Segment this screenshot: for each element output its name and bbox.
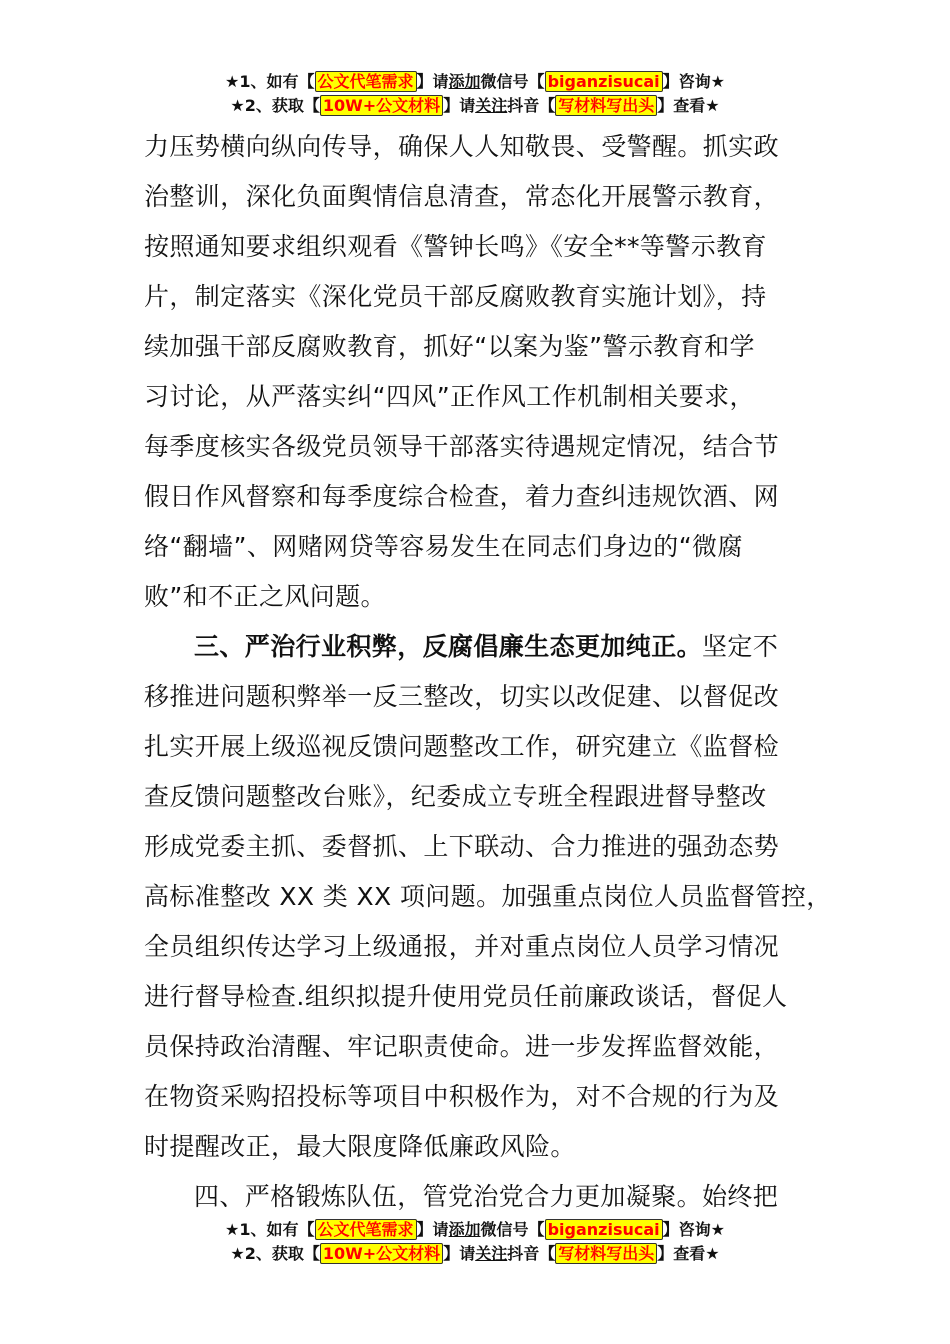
body-line: 力压势横向纵向传导，确保人人知敬畏、受警醒。抓实政	[144, 132, 780, 161]
header-banner-line-2: ★2、获取【 10W+公文材料 】请关注抖音【 写材料写出头 】查看★	[230, 96, 720, 115]
body-line: 移推进问题积弊举一反三整改，切实以改促建、以督促改	[144, 682, 780, 711]
body-line: 假日作风督察和每季度综合检查，着力查纠违规饮酒、网	[144, 482, 780, 511]
footer-banner	[0, 1218, 950, 1266]
footer-banner-line-1: ★1、如有【 公文代笔需求 】请添加微信号【 biganzisucai 】咨询★	[225, 1220, 725, 1239]
document-body	[144, 122, 832, 1222]
highlight-douyin: 写材料写出头	[555, 1243, 657, 1264]
header-banner	[0, 70, 950, 118]
highlight-service: 公文代笔需求	[315, 1219, 417, 1240]
body-line: 进行督导检查.组织拟提升使用党员任前廉政谈话，督促人	[144, 982, 788, 1011]
body-line: 续加强干部反腐败教育，抓好“以案为鉴”警示教育和学	[144, 332, 755, 361]
highlight-wechat-id: biganzisucai	[545, 1219, 663, 1240]
body-line: 高标准整改 XX 类 XX 项问题。加强重点岗位人员监督管控，	[144, 882, 832, 911]
body-line: 在物资采购招投标等项目中积极作为，对不合规的行为及	[144, 1082, 780, 1111]
body-line: 片，制定落实《深化党员干部反腐败教育实施计划》，持	[144, 282, 767, 311]
body-line: 形成党委主抓、委督抓、上下联动、合力推进的强劲态势	[144, 832, 780, 861]
body-line: 员保持政治清醒、牢记职责使命。进一步发挥监督效能，	[144, 1032, 780, 1061]
highlight-service: 公文代笔需求	[315, 71, 417, 92]
body-line: 败”和不正之风问题。	[144, 582, 386, 611]
footer-banner-line-2: ★2、获取【 10W+公文材料 】请关注抖音【 写材料写出头 】查看★	[230, 1244, 720, 1263]
section-3-heading: 三、严治行业积弊，反腐倡廉生态更加纯正。	[194, 632, 703, 661]
body-line: 扎实开展上级巡视反馈问题整改工作，研究建立《监督检	[144, 732, 780, 761]
body-line: 按照通知要求组织观看《警钟长鸣》《安全**等警示教育	[144, 232, 767, 261]
highlight-wechat-id: biganzisucai	[545, 71, 663, 92]
header-banner-line-1: ★1、如有【 公文代笔需求 】请添加微信号【 biganzisucai 】咨询★	[225, 72, 725, 91]
body-line: 全员组织传达学习上级通报，并对重点岗位人员学习情况	[144, 932, 780, 961]
section-4-first-line: 四、严格锻炼队伍，管党治党合力更加凝聚。始终把	[194, 1182, 779, 1211]
section-3-first-line: 三、严治行业积弊，反腐倡廉生态更加纯正。坚定不	[194, 632, 779, 661]
body-line: 络“翻墙”、网赌网贷等容易发生在同志们身边的“微腐	[144, 532, 743, 561]
body-line: 习讨论，从严落实纠“四风”正作风工作机制相关要求，	[144, 382, 755, 411]
highlight-materials: 10W+公文材料	[320, 1243, 443, 1264]
body-line: 时提醒改正，最大限度降低廉政风险。	[144, 1132, 576, 1161]
highlight-douyin: 写材料写出头	[555, 95, 657, 116]
body-line: 治整训，深化负面舆情信息清查，常态化开展警示教育，	[144, 182, 780, 211]
body-line: 每季度核实各级党员领导干部落实待遇规定情况，结合节	[144, 432, 780, 461]
highlight-materials: 10W+公文材料	[320, 95, 443, 116]
body-line: 查反馈问题整改台账》，纪委成立专班全程跟进督导整改	[144, 782, 767, 811]
